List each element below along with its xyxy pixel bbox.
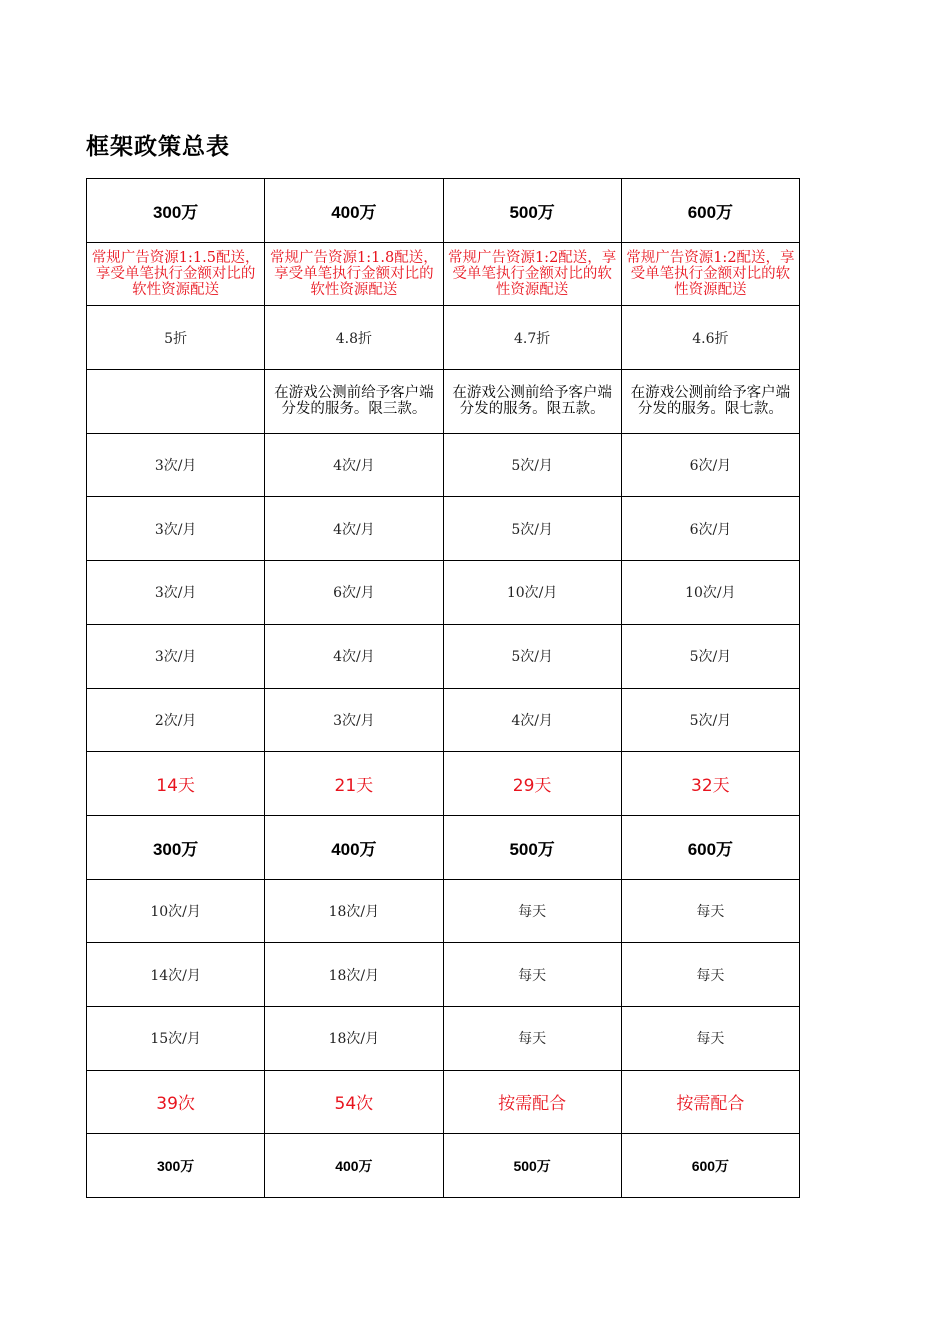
frequency-cell: 15次/月 xyxy=(87,1006,265,1070)
frequency-row xyxy=(87,688,800,752)
discount-cell: 4.7折 xyxy=(443,306,621,370)
frequency-cell: 5次/月 xyxy=(443,497,621,561)
frequency-cell: 4次/月 xyxy=(265,497,443,561)
tier-header-row xyxy=(87,1134,800,1198)
total-count-row xyxy=(87,1070,800,1134)
service-cell: 在游戏公测前给予客户端分发的服务。限五款。 xyxy=(443,370,621,434)
frequency-row xyxy=(87,879,800,943)
frequency-cell: 2次/月 xyxy=(87,688,265,752)
resource-note-cell: 常规广告资源1:1.5配送，享受单笔执行金额对比的软性资源配送 xyxy=(87,242,265,306)
frequency-row xyxy=(87,561,800,625)
discount-cell: 5折 xyxy=(87,306,265,370)
frequency-row xyxy=(87,943,800,1007)
frequency-cell: 14次/月 xyxy=(87,943,265,1007)
service-cell: 在游戏公测前给予客户端分发的服务。限三款。 xyxy=(265,370,443,434)
frequency-cell: 每天 xyxy=(443,943,621,1007)
total-days-cell: 14天 xyxy=(87,752,265,816)
frequency-cell: 5次/月 xyxy=(443,624,621,688)
frequency-cell: 3次/月 xyxy=(265,688,443,752)
frequency-cell: 每天 xyxy=(443,879,621,943)
frequency-cell: 4次/月 xyxy=(443,688,621,752)
total-count-cell: 按需配合 xyxy=(443,1070,621,1134)
frequency-cell: 18次/月 xyxy=(265,879,443,943)
tier-header-cell: 400万 xyxy=(265,1134,443,1198)
tier-header-row xyxy=(87,179,800,243)
frequency-row xyxy=(87,433,800,497)
frequency-cell: 5次/月 xyxy=(621,624,799,688)
frequency-cell: 10次/月 xyxy=(87,879,265,943)
frequency-cell: 3次/月 xyxy=(87,433,265,497)
total-count-cell: 54次 xyxy=(265,1070,443,1134)
frequency-cell: 3次/月 xyxy=(87,497,265,561)
frequency-cell: 每天 xyxy=(621,879,799,943)
frequency-row xyxy=(87,624,800,688)
resource-note-cell: 常规广告资源1:2配送，享受单笔执行金额对比的软性资源配送 xyxy=(443,242,621,306)
tier-header-cell: 400万 xyxy=(265,815,443,879)
frequency-cell: 4次/月 xyxy=(265,433,443,497)
total-count-cell: 39次 xyxy=(87,1070,265,1134)
frequency-cell: 6次/月 xyxy=(621,433,799,497)
tier-header-cell: 300万 xyxy=(87,1134,265,1198)
frequency-cell: 3次/月 xyxy=(87,561,265,625)
tier-header-cell: 300万 xyxy=(87,815,265,879)
tier-header-cell: 500万 xyxy=(443,815,621,879)
service-cell: 在游戏公测前给予客户端分发的服务。限七款。 xyxy=(621,370,799,434)
frequency-cell: 6次/月 xyxy=(621,497,799,561)
frequency-cell: 18次/月 xyxy=(265,943,443,1007)
frequency-cell: 10次/月 xyxy=(443,561,621,625)
tier-header-cell: 600万 xyxy=(621,815,799,879)
discount-cell: 4.8折 xyxy=(265,306,443,370)
tier-header-cell: 500万 xyxy=(443,179,621,243)
tier-header-cell: 600万 xyxy=(621,179,799,243)
frequency-cell: 4次/月 xyxy=(265,624,443,688)
frequency-cell: 18次/月 xyxy=(265,1006,443,1070)
total-count-cell: 按需配合 xyxy=(621,1070,799,1134)
total-days-row xyxy=(87,752,800,816)
resource-note-cell: 常规广告资源1:2配送，享受单笔执行金额对比的软性资源配送 xyxy=(621,242,799,306)
tier-header-cell: 600万 xyxy=(621,1134,799,1198)
tier-header-cell: 400万 xyxy=(265,179,443,243)
tier-header-cell: 300万 xyxy=(87,179,265,243)
frequency-cell: 6次/月 xyxy=(265,561,443,625)
resource-note-cell: 常规广告资源1:1.8配送，享受单笔执行金额对比的软性资源配送 xyxy=(265,242,443,306)
frequency-cell: 每天 xyxy=(443,1006,621,1070)
total-days-cell: 29天 xyxy=(443,752,621,816)
frequency-cell: 5次/月 xyxy=(621,688,799,752)
total-days-cell: 32天 xyxy=(621,752,799,816)
frequency-cell: 10次/月 xyxy=(621,561,799,625)
discount-cell: 4.6折 xyxy=(621,306,799,370)
page-title: 框架政策总表 xyxy=(86,134,230,160)
frequency-cell: 每天 xyxy=(621,1006,799,1070)
frequency-row xyxy=(87,497,800,561)
frequency-cell: 5次/月 xyxy=(443,433,621,497)
frequency-row xyxy=(87,1006,800,1070)
policy-table xyxy=(86,178,800,1198)
resource-note-row xyxy=(87,242,800,306)
total-days-cell: 21天 xyxy=(265,752,443,816)
tier-header-row xyxy=(87,815,800,879)
service-row xyxy=(87,370,800,434)
frequency-cell: 每天 xyxy=(621,943,799,1007)
tier-header-cell: 500万 xyxy=(443,1134,621,1198)
discount-row xyxy=(87,306,800,370)
service-cell xyxy=(87,370,265,434)
frequency-cell: 3次/月 xyxy=(87,624,265,688)
